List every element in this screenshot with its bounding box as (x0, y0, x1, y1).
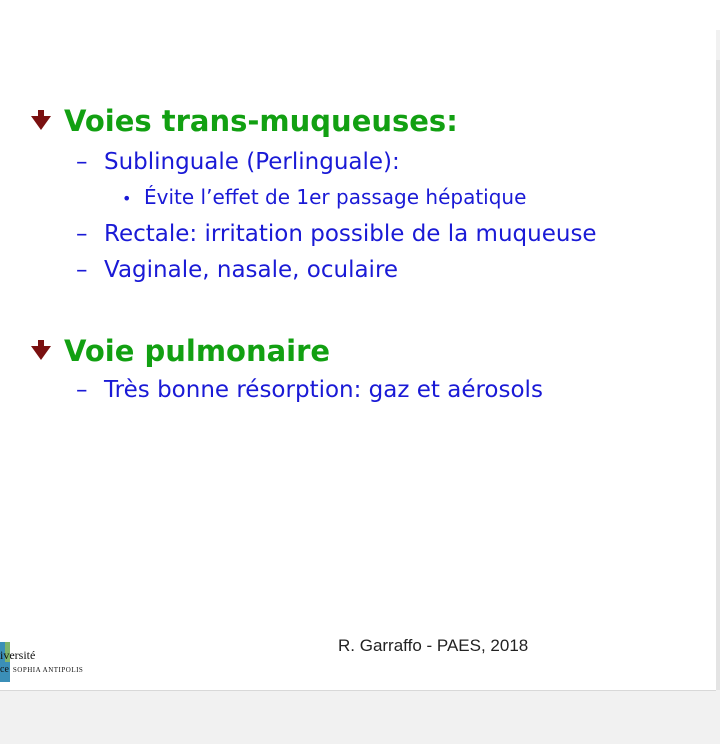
sub-item-passage-hepatique (122, 185, 526, 209)
logo-text-line1: iversité (0, 648, 36, 662)
arrow-bullet-icon (30, 340, 52, 362)
section-title-text: Voies trans-muqueuses: (64, 104, 458, 138)
logo-text-ce: ce (0, 664, 9, 675)
list-item-rectale (76, 221, 597, 247)
section-title-trans-muqueuses (30, 104, 458, 138)
list-item-resorption (76, 377, 543, 403)
dash-marker: – (76, 149, 88, 175)
top-strip (0, 0, 720, 30)
list-item-vaginale (76, 257, 398, 283)
dash-marker: – (76, 221, 88, 247)
list-item-text: Rectale: irritation possible de la muqueuse (104, 221, 597, 247)
university-logo (0, 640, 110, 686)
logo-text-sophia: SOPHIA ANTIPOLIS (12, 666, 84, 674)
list-item-sublinguale (76, 149, 400, 175)
list-item-text: Vaginale, nasale, oculaire (104, 257, 399, 283)
footer-credit: R. Garraffo - PAES, 2018 (338, 636, 529, 655)
section-title-pulmonaire (30, 334, 330, 368)
slide-edge (716, 60, 720, 690)
logo-text-line2 (0, 664, 83, 675)
arrow-bullet-icon (30, 110, 52, 132)
list-item-text: Très bonne résorption: gaz et aérosols (104, 377, 543, 403)
dash-marker: – (76, 257, 88, 283)
sub-item-text: Évite l’effet de 1er passage hépatique (144, 185, 527, 209)
bullet-marker: • (122, 189, 132, 208)
list-item-text: Sublinguale (Perlinguale): (104, 149, 400, 175)
dash-marker: – (76, 377, 88, 403)
section-title-text: Voie pulmonaire (64, 334, 331, 368)
